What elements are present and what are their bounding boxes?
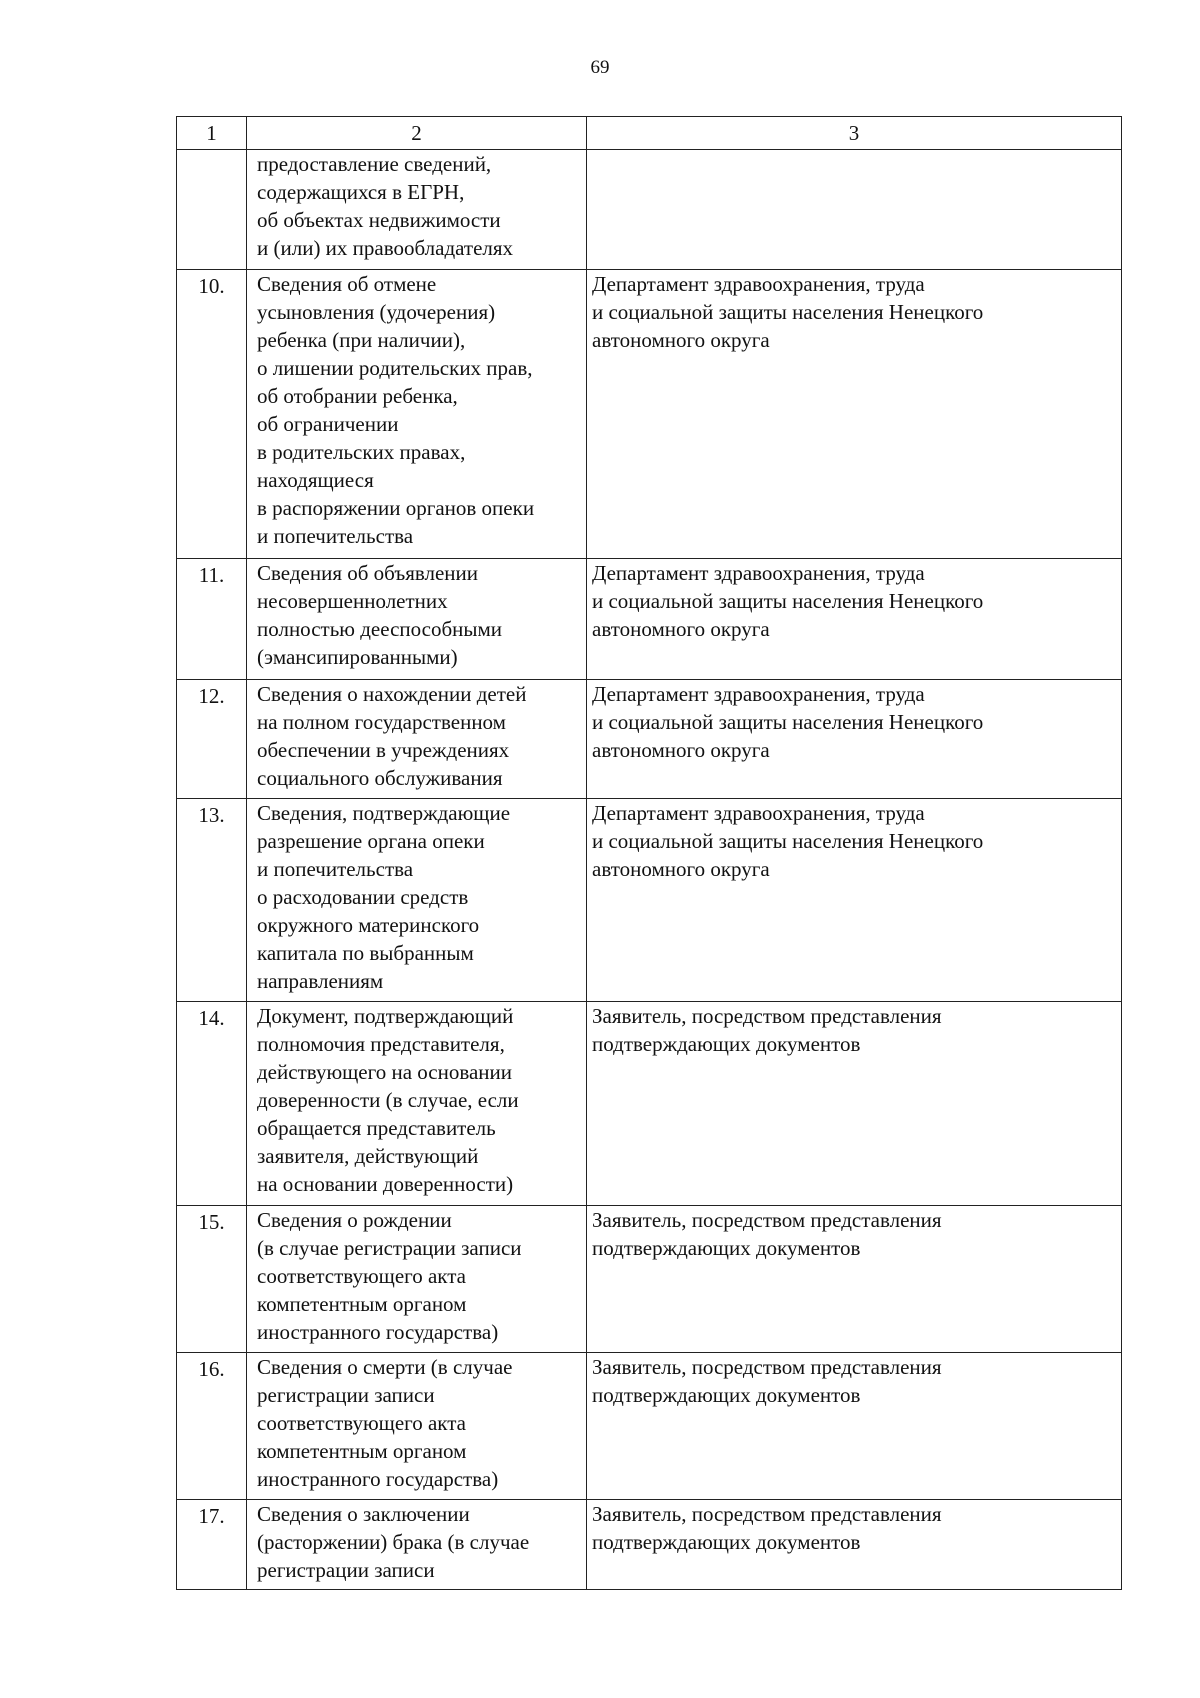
text-line: автономного округа	[592, 617, 770, 641]
text-line: обращается представитель	[257, 1116, 496, 1140]
text-line: направлениям	[257, 969, 384, 993]
row-number: 15.	[177, 1206, 247, 1353]
text-line: Документ, подтверждающий	[257, 1004, 514, 1028]
row-number: 16.	[177, 1353, 247, 1500]
table-row	[177, 680, 1122, 799]
text-line: несовершеннолетних	[257, 589, 448, 613]
table-row	[177, 1206, 1122, 1353]
source-cell	[587, 270, 1122, 559]
text-line: предоставление сведений,	[257, 152, 492, 176]
source-cell	[587, 799, 1122, 1002]
table-row	[177, 1002, 1122, 1206]
text-line: иностранного государства)	[257, 1467, 499, 1491]
document-name-cell	[247, 1002, 587, 1206]
text-line: и социальной защиты населения Ненецкого	[592, 300, 984, 324]
text-line: автономного округа	[592, 857, 770, 881]
row-number: 12.	[177, 680, 247, 799]
source-cell	[587, 1002, 1122, 1206]
document-name-cell	[247, 559, 587, 680]
text-line: Сведения, подтверждающие	[257, 801, 511, 825]
row-number: 17.	[177, 1500, 247, 1590]
text-line: (в случае регистрации записи	[257, 1236, 522, 1260]
text-line: Заявитель, посредством представления	[592, 1004, 942, 1028]
row-number: 13.	[177, 799, 247, 1002]
text-line: Заявитель, посредством представления	[592, 1502, 942, 1526]
column-header-2: 2	[247, 117, 587, 150]
text-line: (расторжении) брака (в случае	[257, 1530, 530, 1554]
text-line: подтверждающих документов	[592, 1530, 861, 1554]
text-line: действующего на основании	[257, 1060, 513, 1084]
table-row	[177, 150, 1122, 270]
table-row	[177, 799, 1122, 1002]
column-header-3: 3	[587, 117, 1122, 150]
document-name-cell	[247, 150, 587, 270]
document-name-cell	[247, 1353, 587, 1500]
text-line: заявителя, действующий	[257, 1144, 479, 1168]
text-line: автономного округа	[592, 738, 770, 762]
document-name-cell	[247, 680, 587, 799]
text-line: соответствующего акта	[257, 1264, 466, 1288]
text-line: усыновления (удочерения)	[257, 300, 496, 324]
text-line: и (или) их правообладателях	[257, 236, 514, 260]
text-line: капитала по выбранным	[257, 941, 474, 965]
row-number: 14.	[177, 1002, 247, 1206]
text-line: подтверждающих документов	[592, 1236, 861, 1260]
text-line: регистрации записи	[257, 1558, 435, 1582]
text-line: Сведения о рождении	[257, 1208, 452, 1232]
text-line: Департамент здравоохранения, труда	[592, 801, 925, 825]
table-row	[177, 1353, 1122, 1500]
source-cell	[587, 1206, 1122, 1353]
text-line: автономного округа	[592, 328, 770, 352]
document-name-cell	[247, 1500, 587, 1590]
text-line: Департамент здравоохранения, труда	[592, 272, 925, 296]
text-line: об ограничении	[257, 412, 399, 436]
page-number: 69	[590, 57, 610, 78]
text-line: Сведения об объявлении	[257, 561, 479, 585]
table-header-row	[177, 117, 1122, 150]
text-line: об отобрании ребенка,	[257, 384, 458, 408]
table-row	[177, 270, 1122, 559]
text-line: на основании доверенности)	[257, 1172, 514, 1196]
text-line: на полном государственном	[257, 710, 506, 734]
text-line: Сведения об отмене	[257, 272, 437, 296]
text-line: Сведения о заключении	[257, 1502, 470, 1526]
text-line: находящиеся	[257, 468, 374, 492]
text-line: и социальной защиты населения Ненецкого	[592, 589, 984, 613]
column-header-1: 1	[177, 117, 247, 150]
row-number: 11.	[177, 559, 247, 680]
text-line: подтверждающих документов	[592, 1032, 861, 1056]
source-cell	[587, 150, 1122, 270]
text-line: содержащихся в ЕГРН,	[257, 180, 465, 204]
text-line: и попечительства	[257, 524, 414, 548]
text-line: о лишении родительских прав,	[257, 356, 533, 380]
document-name-cell	[247, 1206, 587, 1353]
text-line: Заявитель, посредством представления	[592, 1355, 942, 1379]
table-row	[177, 1500, 1122, 1590]
text-line: Заявитель, посредством представления	[592, 1208, 942, 1232]
text-line: иностранного государства)	[257, 1320, 499, 1344]
document-name-cell	[247, 270, 587, 559]
text-line: (эмансипированными)	[257, 645, 458, 669]
row-number: 10.	[177, 270, 247, 559]
row-number	[177, 150, 247, 270]
text-line: полномочия представителя,	[257, 1032, 505, 1056]
text-line: Департамент здравоохранения, труда	[592, 561, 925, 585]
text-line: обеспечении в учреждениях	[257, 738, 510, 762]
table-row	[177, 559, 1122, 680]
text-line: компетентным органом	[257, 1292, 467, 1316]
text-line: и социальной защиты населения Ненецкого	[592, 710, 984, 734]
text-line: Сведения о смерти (в случае	[257, 1355, 513, 1379]
text-line: и социальной защиты населения Ненецкого	[592, 829, 984, 853]
text-line: разрешение органа опеки	[257, 829, 485, 853]
text-line: подтверждающих документов	[592, 1383, 861, 1407]
text-line: регистрации записи	[257, 1383, 435, 1407]
text-line: компетентным органом	[257, 1439, 467, 1463]
text-line: доверенности (в случае, если	[257, 1088, 519, 1112]
text-line: окружного материнского	[257, 913, 480, 937]
source-cell	[587, 1353, 1122, 1500]
text-line: полностью дееспособными	[257, 617, 503, 641]
text-line: соответствующего акта	[257, 1411, 466, 1435]
text-line: и попечительства	[257, 857, 414, 881]
text-line: в родительских правах,	[257, 440, 466, 464]
source-cell	[587, 1500, 1122, 1590]
text-line: социального обслуживания	[257, 766, 503, 790]
text-line: ребенка (при наличии),	[257, 328, 466, 352]
text-line: в распоряжении органов опеки	[257, 496, 535, 520]
document-name-cell	[247, 799, 587, 1002]
document-table	[176, 116, 1122, 1590]
source-cell	[587, 559, 1122, 680]
text-line: Департамент здравоохранения, труда	[592, 682, 925, 706]
text-line: о расходовании средств	[257, 885, 469, 909]
text-line: Сведения о нахождении детей	[257, 682, 527, 706]
text-line: об объектах недвижимости	[257, 208, 501, 232]
source-cell	[587, 680, 1122, 799]
